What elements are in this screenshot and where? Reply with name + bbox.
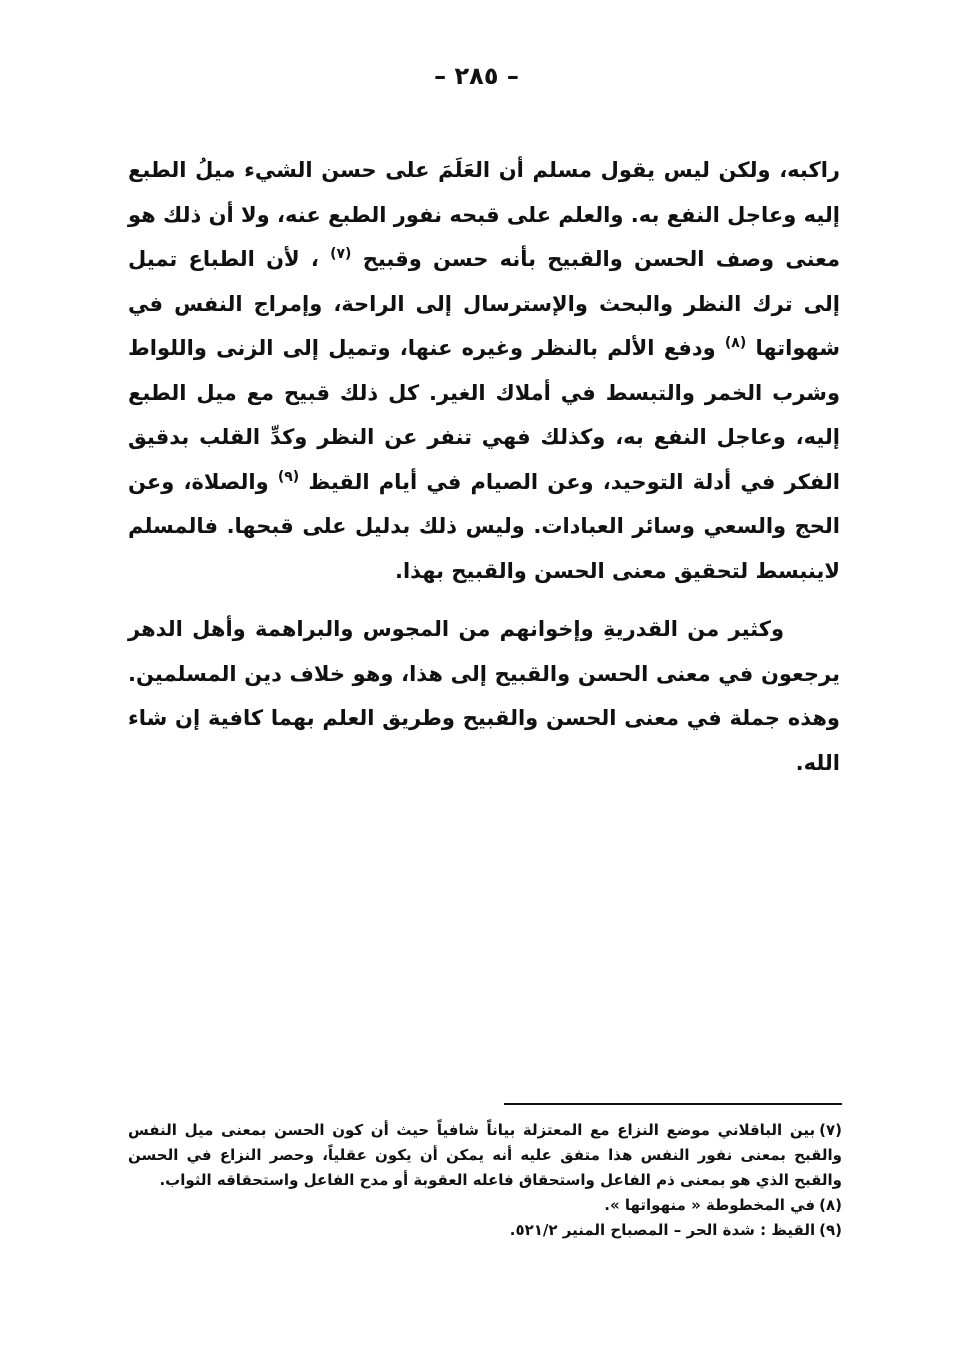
- paragraph-1-part-a: راكبه، ولكن ليس يقول مسلم أن العَلَمَ على حسن الشيء ميلُ الطبع إليه وعاجل النفع به. والعلم على قبحه نفور الطبع عنه، ولا أن ذلك هو معنى وصف الحسن والقبيح بأنه حسن وقبيح: [128, 158, 840, 271]
- footnote-text: بين الباقلاني موضع النزاع مع المعتزلة بياناً شافياً حيث أن كون الحسن بمعنى ميل النفس والقبح بمعنى نفور النفس هذا متفق عليه أنه يمكن أن يكون عقلياً، وحصر النزاع في الحسن والقبح الذي هو بمعنى ذم الفاعل واستحقاق فاعله العقوبة أو مدح الفاعل واستحقاقه الثواب.: [128, 1121, 842, 1189]
- footnotes: [128, 1118, 842, 1243]
- footnote-text: القيظ : شدة الحر – المصباح المنير ٥٢١/٢.: [509, 1221, 816, 1239]
- footnote-divider: [504, 1103, 842, 1105]
- footnote-number: (٨): [819, 1196, 842, 1214]
- footnote-ref-7: (٧): [330, 246, 352, 262]
- footnote-8: [128, 1193, 842, 1218]
- paragraph-1-part-b: ، لأن الطباع تميل إلى ترك النظر والبحث والإسترسال إلى الراحة، وإمراج النفس في شهواتها: [128, 247, 841, 360]
- footnote-9: [128, 1218, 842, 1243]
- footnote-ref-8: (٨): [724, 335, 747, 351]
- main-text: [128, 148, 840, 785]
- paragraph-1-part-d: والصلاة، وعن الحج والسعي وسائر العبادات. وليس ذلك بدليل على قبحها. فالمسلم لاينبسط لتحقيق معنى الحسن والقبيح بهذا.: [128, 469, 840, 583]
- footnote-number: (٧): [819, 1121, 842, 1139]
- footnote-7: [128, 1118, 842, 1193]
- page-number: – ٢٨٥ –: [434, 62, 519, 90]
- footnote-ref-9: (٩): [277, 468, 300, 485]
- footnote-number: (٩): [819, 1221, 842, 1239]
- paragraph-2: وكثير من القدريةِ وإخوانهم من المجوس والبراهمة وأهل الدهر يرجعون في معنى الحسن والقبيح إلى هذا، وهو خلاف دين المسلمين. وهذه جملة في معنى الحسن والقبيح وطريق العلم بهما كافية إن شاء الله.: [128, 617, 840, 775]
- paragraph-1-part-c: ودفع الألم بالنظر وغيره عنها، وتميل إلى الزنى واللواط وشرب الخمر والتبسط في أملاك الغير. كل ذلك قبيح مع ميل الطبع إليه، وعاجل النفع به، وكذلك فهي تنفر عن النظر وكدِّ القلب بدقيق الفكر في أدلة التوحيد، وعن الصيام في أيام القيظ: [128, 336, 841, 494]
- paragraph-1: [128, 148, 840, 593]
- footnote-text: في المخطوطة « منهواتها ».: [604, 1196, 816, 1214]
